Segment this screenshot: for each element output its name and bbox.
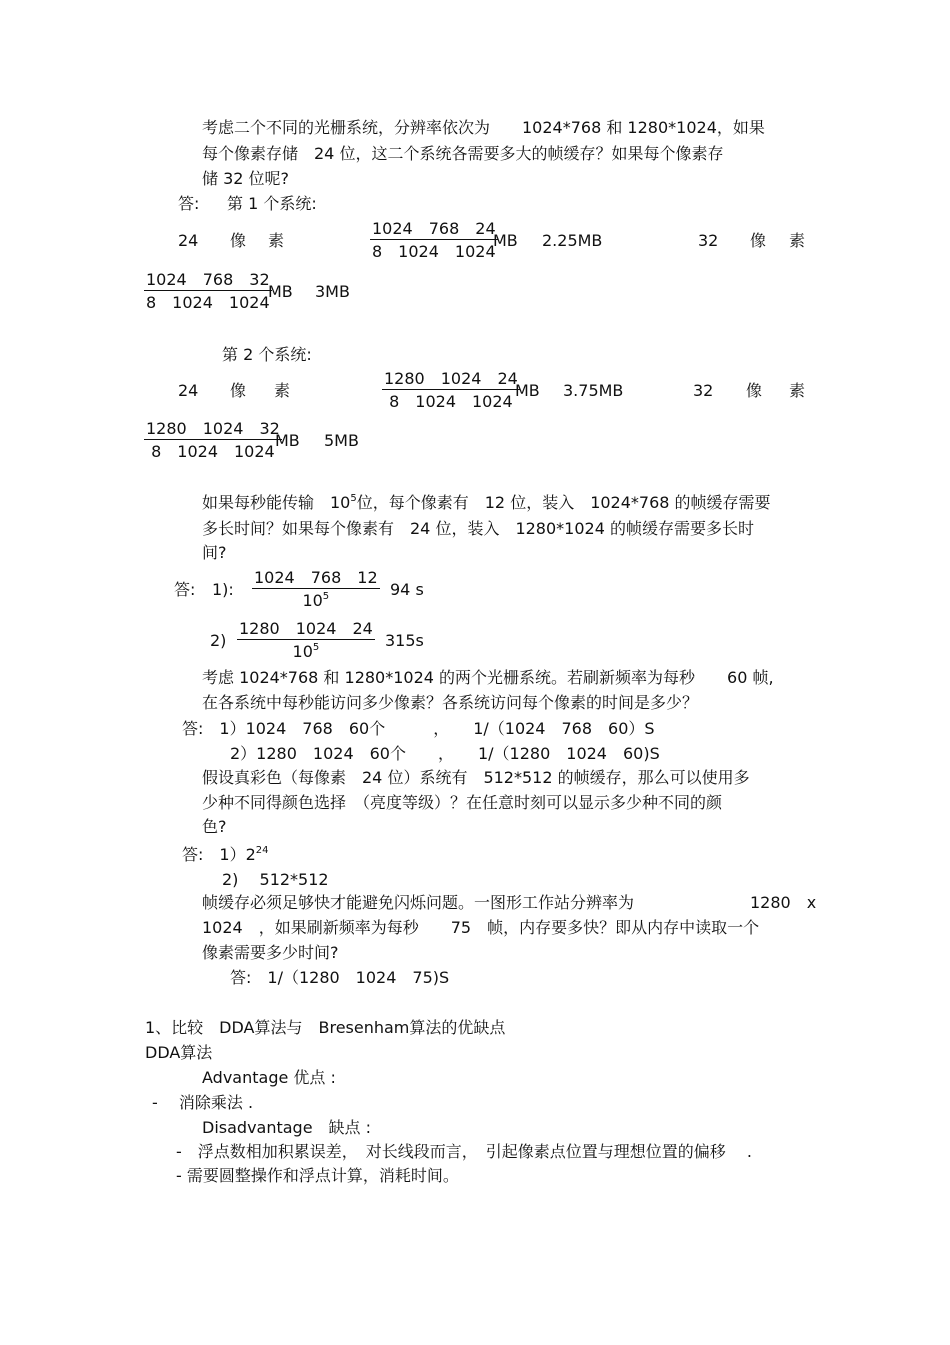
q1-r1-result: 2.25MB: [542, 231, 603, 250]
fraction-denominator: 8 1024 1024: [370, 239, 498, 262]
exponent: 24: [255, 845, 269, 856]
q1-r2-unit: MB: [268, 282, 293, 301]
fraction-numerator: 1280 1024 24: [239, 619, 373, 638]
q1-line1: 考虑二个不同的光栅系统，分辨率依次为 1024*768 和 1280*1024，如果: [202, 118, 765, 137]
exponent: 5: [350, 493, 357, 504]
q4-answer2: 2) 512*512: [222, 870, 329, 889]
fraction-denominator: 8 1024 1024: [382, 389, 520, 412]
q1-r4-result: 5MB: [324, 431, 359, 450]
section-subheading: DDA算法: [145, 1043, 213, 1062]
advantage-item: - 消除乘法 .: [152, 1093, 254, 1112]
q1-r3-result: 3.75MB: [563, 381, 624, 400]
q2-line1-post: 位，每个像素有 12 位，装入 1024*768 的帧缓存需要: [356, 493, 771, 512]
q4-line3: 色?: [202, 817, 227, 836]
fraction-numerator: 1024 768 12: [254, 568, 378, 587]
q1-r4-fraction: [144, 419, 282, 462]
q1-r1-bits: 24: [178, 231, 199, 250]
fraction-denominator: [237, 639, 375, 662]
q1-answer-label: 答:: [178, 194, 200, 213]
q1-line2: 每个像素存储 24 位，这二个系统各需要多大的帧缓存？如果每个像素存: [202, 144, 724, 163]
q3-line1: 考虑 1024*768 和 1280*1024 的两个光栅系统。若刷新频率为每秒 60 帧,: [202, 668, 774, 687]
q1-r1-word2: 素: [268, 231, 285, 250]
q1-r1-unit: MB: [493, 231, 518, 250]
q2-a2-label: 2): [210, 631, 227, 650]
q1-r3-word2: 素: [274, 381, 291, 400]
q2-line1: [202, 493, 771, 513]
section-heading: 1、比较 DDA算法与 Bresenham算法的优缺点: [145, 1018, 506, 1037]
q2-a1-result: 94 s: [390, 580, 424, 599]
q1-r3-word3: 像: [746, 381, 763, 400]
fraction-denominator: 8 1024 1024: [144, 439, 282, 462]
fraction-numerator: 1024 768 32: [146, 270, 270, 289]
den-base: 10: [292, 642, 313, 661]
fraction-numerator: 1024 768 24: [372, 219, 496, 238]
disadvantage-item-1: - 浮点数相加积累误差， 对长线段而言， 引起像素点位置与理想位置的偏移 .: [176, 1142, 752, 1161]
fraction-numerator: 1280 1024 24: [384, 369, 518, 388]
q1-r4-unit: MB: [275, 431, 300, 450]
q2-a1-fraction: [252, 568, 380, 611]
q3-answer1: 答: 1）1024 768 60个 ， 1/（1024 768 60）S: [182, 719, 655, 738]
q1-r3-word4: 素: [789, 381, 806, 400]
fraction-denominator: [252, 588, 380, 611]
q4-line1: 假设真彩色（每像素 24 位）系统有 512*512 的帧缓存，那么可以使用多: [202, 768, 750, 787]
fraction-numerator: 1280 1024 32: [146, 419, 280, 438]
q2-a2-result: 315s: [385, 631, 424, 650]
q1-r2-fraction: [144, 270, 272, 313]
q2-line1-pre: 如果每秒能传输 10: [202, 493, 351, 512]
q2-line2: 多长时间？如果每个像素有 24 位，装入 1280*1024 的帧缓存需要多长时: [202, 519, 754, 538]
den-base: 10: [302, 591, 323, 610]
q5-line3: 像素需要多少时间?: [202, 943, 339, 962]
q1-r3-fraction: [382, 369, 520, 412]
q2-answer-label: 答:: [174, 580, 196, 599]
disadvantage-item-2: - 需要圆整操作和浮点计算，消耗时间。: [176, 1166, 459, 1185]
q1-system1-label: 第 1 个系统:: [227, 194, 317, 213]
q2-line3: 间?: [202, 543, 227, 562]
q1-r1-fraction: [370, 219, 498, 262]
fraction-denominator: 8 1024 1024: [144, 290, 272, 313]
q1-r3-unit: MB: [515, 381, 540, 400]
q1-r1-bits2: 32: [698, 231, 719, 250]
q1-r1-word1: 像: [230, 231, 247, 250]
q5-line2: 1024 ，如果刷新频率为每秒 75 帧，内存要多快？即从内存中读取一个: [202, 918, 760, 937]
q4-answer1: [182, 845, 269, 865]
advantage-title: Advantage 优点 :: [202, 1068, 336, 1087]
disadvantage-title: Disadvantage 缺点 :: [202, 1118, 372, 1137]
q1-line3: 储 32 位呢?: [202, 169, 290, 188]
q3-answer2: 2）1280 1024 60个 ， 1/（1280 1024 60)S: [230, 744, 660, 763]
q5-line1-right: 1280 x: [750, 893, 817, 912]
q5-answer: 答: 1/（1280 1024 75)S: [230, 968, 450, 987]
q3-line2: 在各系统中每秒能访问多少像素？各系统访问每个像素的时间是多少？: [202, 693, 699, 712]
q1-r3-word1: 像: [230, 381, 247, 400]
q4-line2: 少种不同得颜色选择 （亮度等级）？在任意时刻可以显示多少种不同的颜: [202, 793, 723, 812]
exponent: 5: [322, 591, 330, 602]
q4-answer1-pre: 答: 1）2: [182, 845, 256, 864]
q1-r2-result: 3MB: [315, 282, 350, 301]
q1-r1-word3: 像: [750, 231, 767, 250]
q2-a2-fraction: [237, 619, 375, 662]
q1-r1-word4: 素: [789, 231, 806, 250]
q1-r3-bits: 24: [178, 381, 199, 400]
q1-r3-bits2: 32: [693, 381, 714, 400]
q5-line1: 帧缓存必须足够快才能避免闪烁问题。一图形工作站分辨率为: [202, 893, 635, 912]
exponent: 5: [312, 642, 320, 653]
q1-system2-label: 第 2 个系统:: [222, 345, 312, 364]
q2-a1-label: 1):: [212, 580, 234, 599]
